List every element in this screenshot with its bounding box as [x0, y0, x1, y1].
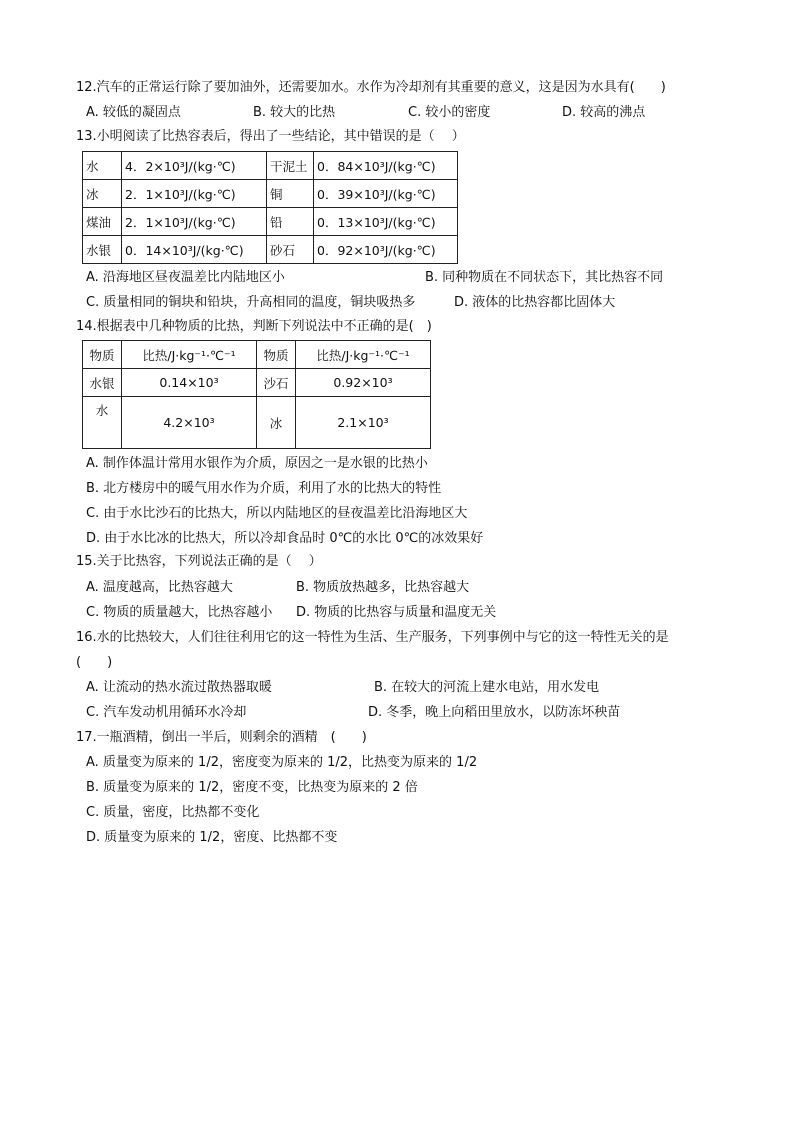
table13-cell: 干泥土	[267, 152, 314, 180]
q17-option-b: B. 质量变为原来的 1/2，密度不变，比热变为原来的 2 倍	[86, 780, 418, 795]
table13-cell: 0．39×10³J/(kg·℃)	[314, 180, 458, 208]
table14-header: 比热/J·kg⁻¹·℃⁻¹	[122, 341, 257, 369]
table13-cell: 水	[83, 152, 122, 180]
table13-cell: 砂石	[267, 236, 314, 264]
table13-cell: 2．1×10³J/(kg·℃)	[122, 180, 267, 208]
q14-option-a: A. 制作体温计常用水银作为介质，原因之一是水银的比热小	[86, 456, 428, 471]
table14-cell: 2.1×10³	[296, 397, 431, 449]
q14-option-b: B. 北方楼房中的暖气用水作为介质，利用了水的比热大的特性	[86, 481, 442, 496]
table13-cell: 0．13×10³J/(kg·℃)	[314, 208, 458, 236]
q17-option-d: D. 质量变为原来的 1/2，密度、比热都不变	[86, 830, 338, 845]
q14-option-d: D. 由于水比冰的比热大，所以冷却食品时 0℃的水比 0℃的冰效果好	[86, 531, 484, 546]
q17-option-a: A. 质量变为原来的 1/2，密度变为原来的 1/2，比热变为原来的 1/2	[86, 755, 478, 770]
q13-option-d: D. 液体的比热容都比固体大	[454, 295, 616, 310]
table13-cell: 冰	[83, 180, 122, 208]
question-15-stem: 15.关于比热容，下列说法正确的是（ ）	[76, 554, 322, 569]
table13-cell: 0．84×10³J/(kg·℃)	[314, 152, 458, 180]
table13-cell: 铜	[267, 180, 314, 208]
q12-option-a: A. 较低的凝固点	[86, 105, 181, 120]
q14-option-c: C. 由于水比沙石的比热大，所以内陆地区的昼夜温差比沿海地区大	[86, 506, 468, 521]
q12-option-b: B. 较大的比热	[253, 105, 336, 120]
specific-heat-table-14	[82, 340, 431, 449]
q12-option-c: C. 较小的密度	[408, 105, 491, 120]
q13-option-c: C. 质量相同的铜块和铅块，升高相同的温度，铜块吸热多	[86, 295, 416, 310]
q12-option-d: D. 较高的沸点	[562, 105, 646, 120]
q17-option-c: C. 质量，密度，比热都不变化	[86, 805, 260, 820]
table13-cell: 0．92×10³J/(kg·℃)	[314, 236, 458, 264]
q15-option-a: A. 温度越高，比热容越大	[86, 580, 233, 595]
table13-cell: 4．2×10³J/(kg·℃)	[122, 152, 267, 180]
q15-option-c: C. 物质的质量越大，比热容越小	[86, 605, 273, 620]
specific-heat-table-13	[82, 151, 458, 264]
question-12-stem: 12.汽车的正常运行除了要加油外，还需要加水。水作为冷却剂有其重要的意义，这是因为水具有( )	[76, 80, 666, 95]
q15-option-b: B. 物质放热越多，比热容越大	[296, 580, 470, 595]
q13-option-b: B. 同种物质在不同状态下，其比热容不同	[425, 270, 664, 285]
table14-cell: 沙石	[257, 369, 296, 397]
table14-cell: 冰	[257, 397, 296, 449]
question-13-stem: 13.小明阅读了比热容表后，得出了一些结论，其中错误的是（ ）	[76, 129, 465, 144]
table14-cell: 水银	[83, 369, 122, 397]
table14-header: 物质	[257, 341, 296, 369]
table13-cell: 水银	[83, 236, 122, 264]
table13-cell: 0．14×10³J/(kg·℃)	[122, 236, 267, 264]
question-17-stem: 17.一瓶酒精，倒出一半后，则剩余的酒精 ( )	[76, 730, 367, 745]
table14-cell: 0.14×10³	[122, 369, 257, 397]
q16-option-c: C. 汽车发动机用循环水冷却	[86, 705, 247, 720]
question-16-answer-paren: ( )	[76, 655, 113, 670]
table14-cell: 4.2×10³	[122, 397, 257, 449]
table14-header: 物质	[83, 341, 122, 369]
question-16-stem: 16.水的比热较大，人们往往利用它的这一特性为生活、生产服务，下列事例中与它的这一特性无关的是	[76, 630, 669, 645]
q15-option-d: D. 物质的比热容与质量和温度无关	[296, 605, 497, 620]
question-14-stem: 14.根据表中几种物质的比热，判断下列说法中不正确的是( )	[76, 319, 432, 334]
table13-cell: 铅	[267, 208, 314, 236]
q16-option-b: B. 在较大的河流上建水电站，用水发电	[374, 680, 600, 695]
table14-cell: 水	[83, 397, 122, 449]
q16-option-d: D. 冬季，晚上向稻田里放水，以防冻坏秧苗	[368, 705, 621, 720]
table14-header: 比热/J·kg⁻¹·℃⁻¹	[296, 341, 431, 369]
table14-cell: 0.92×10³	[296, 369, 431, 397]
table13-cell: 2．1×10³J/(kg·℃)	[122, 208, 267, 236]
table13-cell: 煤油	[83, 208, 122, 236]
q16-option-a: A. 让流动的热水流过散热器取暖	[86, 680, 272, 695]
q13-option-a: A. 沿海地区昼夜温差比内陆地区小	[86, 270, 285, 285]
